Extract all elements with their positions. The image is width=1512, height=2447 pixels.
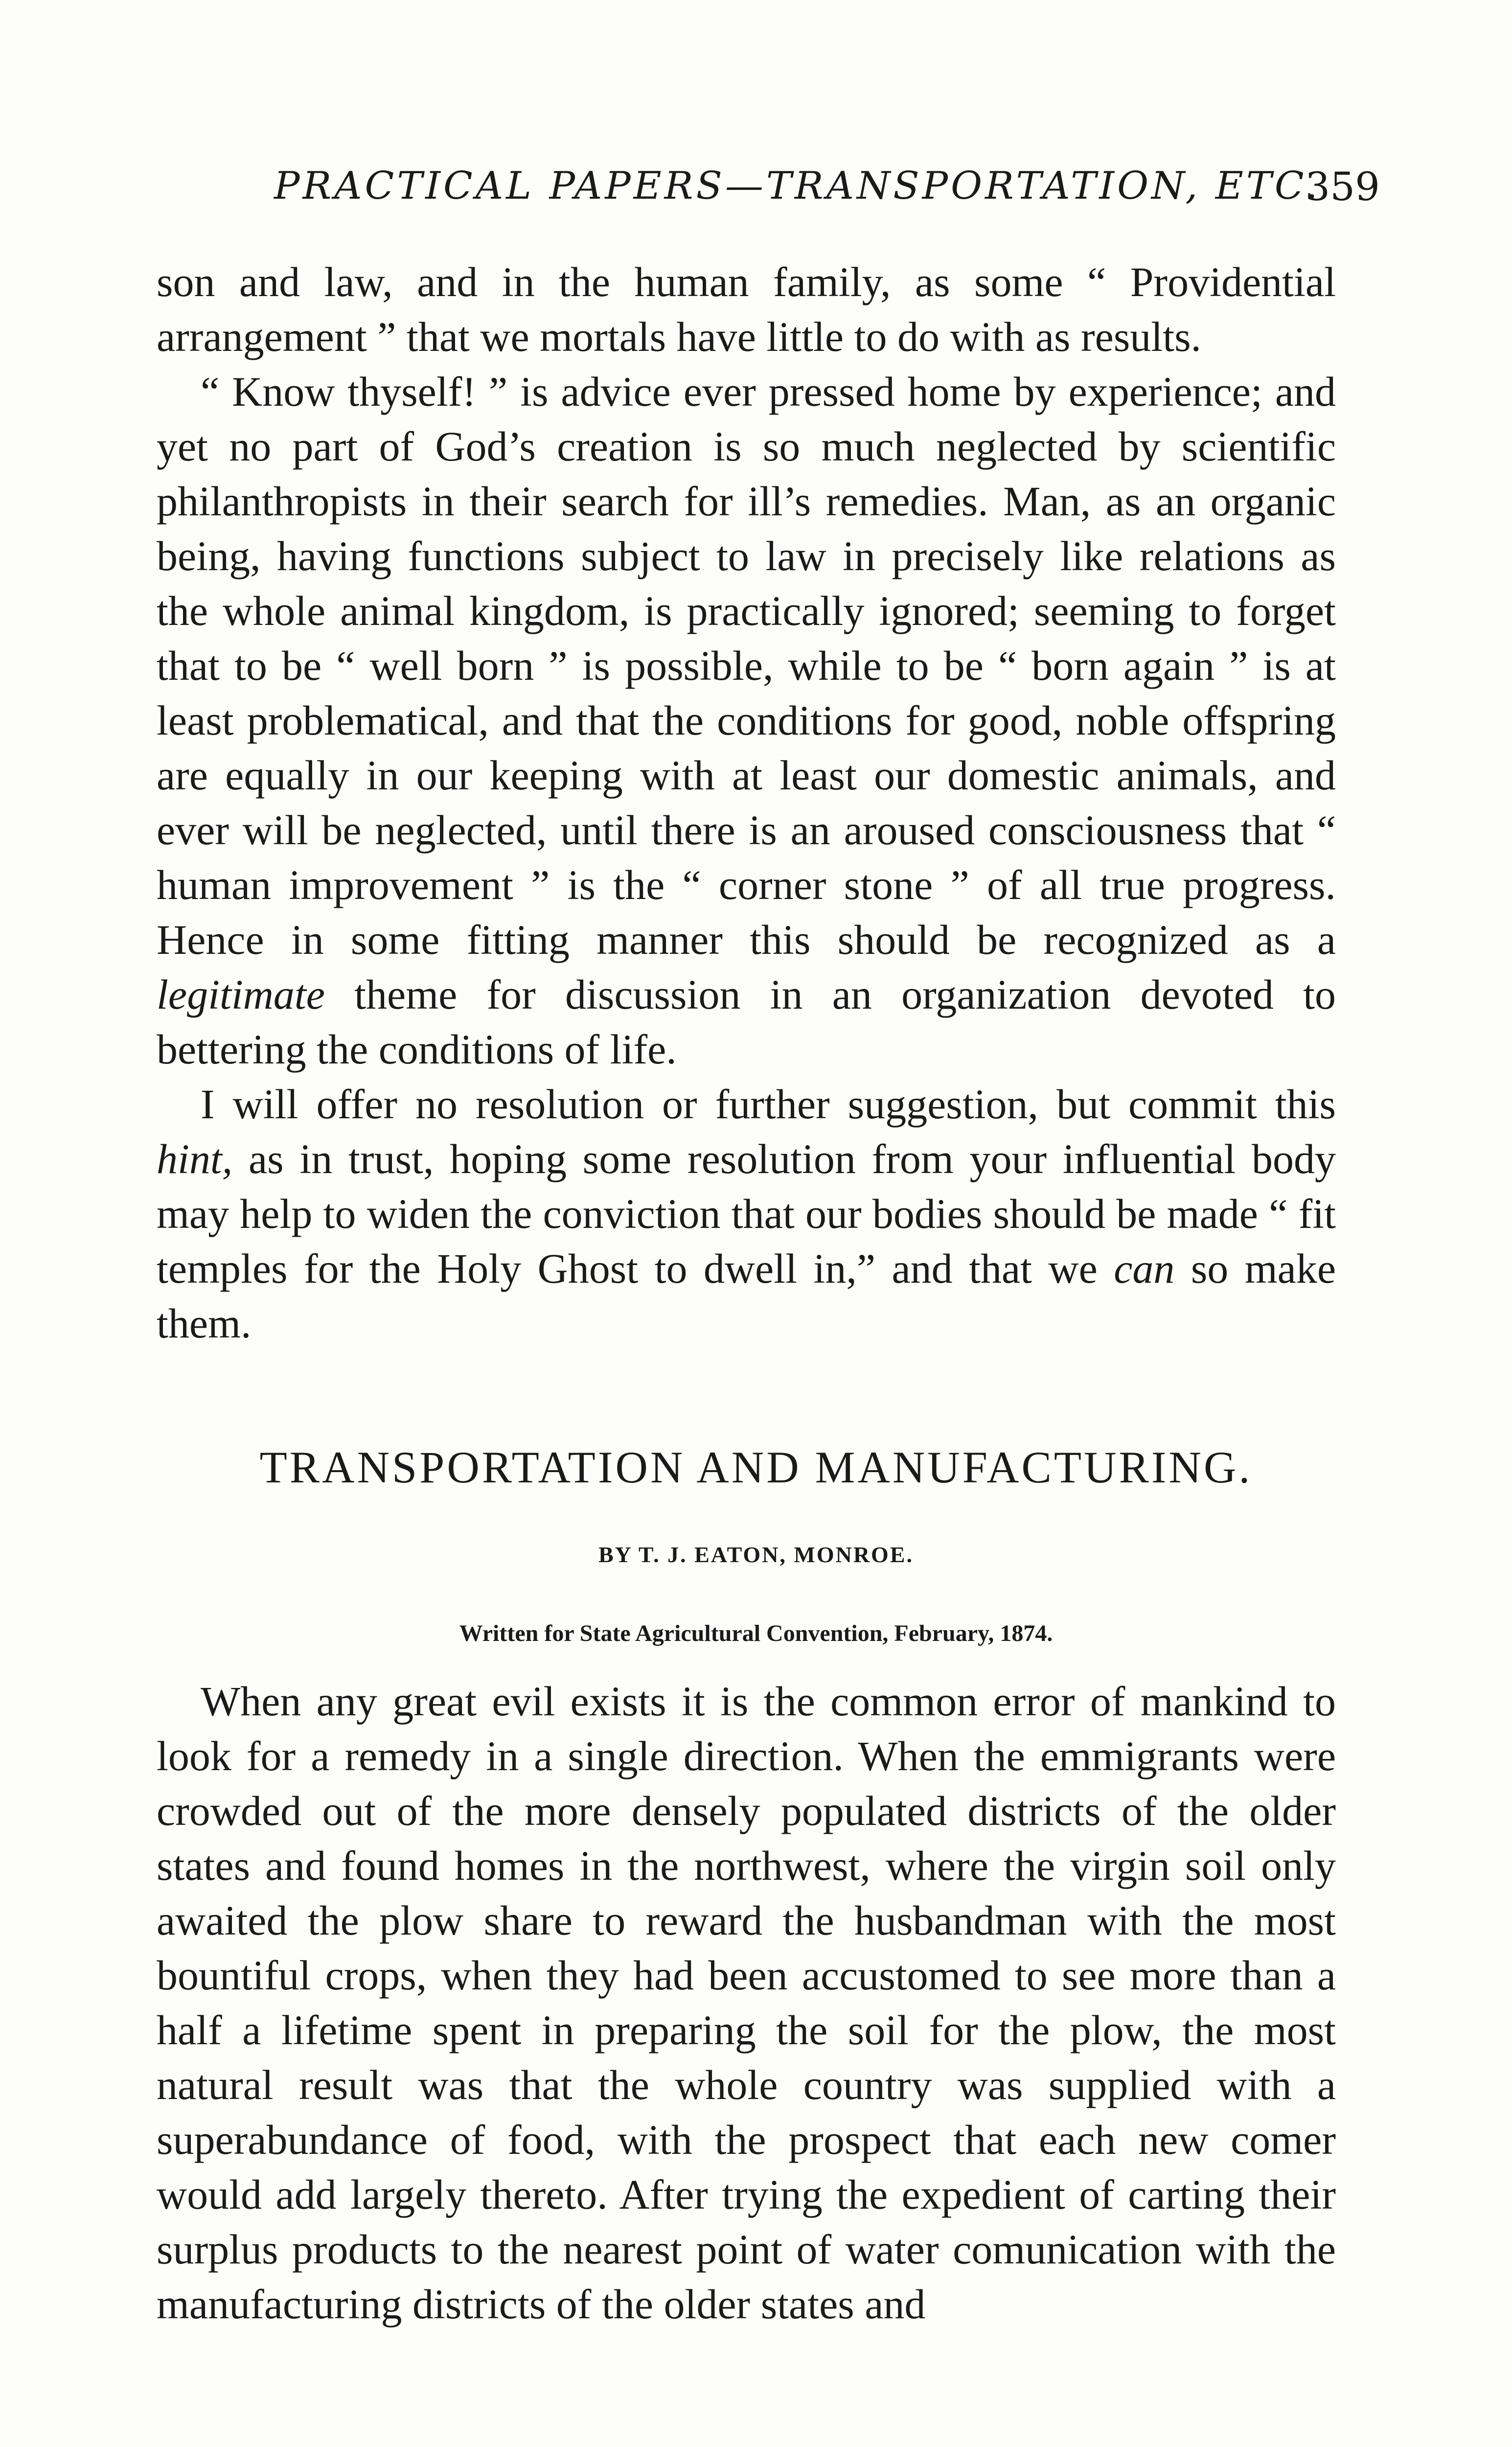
article-occasion: Written for State Agricultural Convention, February, 1874. bbox=[459, 1620, 1053, 1646]
paragraph bbox=[157, 1077, 1336, 1351]
article-body bbox=[157, 1674, 1336, 2332]
paragraph-text: so make them. bbox=[157, 1245, 1336, 1347]
emphasis: can bbox=[1114, 1245, 1175, 1292]
emphasis: legitimate bbox=[157, 971, 325, 1018]
paragraph: When any great evil exists it is the common error of mankind to look for a remedy in a single direction. When the emmigrants were crowded out of the more densely populated districts of the older states and found homes in the northwest, where the virgin soil only awaited the plow share to reward the husbandman with the most bountiful crops, when they had been accustomed to see more than a half a lifetime spent in preparing the soil for the plow, the most natural result was that the whole country was supplied with a superabundance of food, with the prospect that each new comer would add largely thereto. After trying the expedient of carting their surplus products to the nearest point of water comunication with the manufacturing districts of the older states and bbox=[157, 1678, 1336, 2328]
article-title: TRANSPORTATION AND MANUFACTURING. bbox=[259, 1442, 1253, 1492]
running-head bbox=[274, 164, 1380, 223]
running-title: PRACTICAL PAPERS—TRANSPORTATION, ETC. bbox=[274, 164, 1321, 208]
emphasis: hint, bbox=[157, 1135, 233, 1182]
page-number: 359 bbox=[1305, 164, 1380, 209]
paragraph-text: I will offer no resolution or further suggestion, but commit this bbox=[201, 1081, 1336, 1128]
article-byline: BY T. J. EATON, MONROE. bbox=[598, 1542, 914, 1567]
continued-text bbox=[157, 254, 1336, 1351]
paragraph bbox=[157, 364, 1336, 1077]
paragraph: son and law, and in the human family, as some “ Providential arrangement ” that we mortals have little to do with as results. bbox=[157, 258, 1336, 360]
paragraph-text: theme for discussion in an organization devoted to bettering the conditions of life. bbox=[157, 971, 1336, 1073]
paragraph-text: “ Know thyself! ” is advice ever pressed home by experience; and yet no part of God’s creation is so much neglected by scientific philanthropists in their search for ill’s remedies. Man, as an organic being, having functions subject to law in precisely like relations as the whole animal kingdom, is practically ignored; seeming to forget that to be “ well born ” is possible, while to be “ born again ” is at least problematical, and that the conditions for good, noble offspring are equally in our keeping with at least our domestic animals, and ever will be neglected, until there is an aroused consciousness that “ human improvement ” is the “ corner stone ” of all true progress. Hence in some fitting manner this should be recognized as a bbox=[157, 368, 1336, 963]
paragraph-text: as in trust, hoping some resolution from your influential body may help to widen the conviction that our bodies should be made “ fit temples for the Holy Ghost to dwell in,” and that we bbox=[157, 1135, 1336, 1292]
